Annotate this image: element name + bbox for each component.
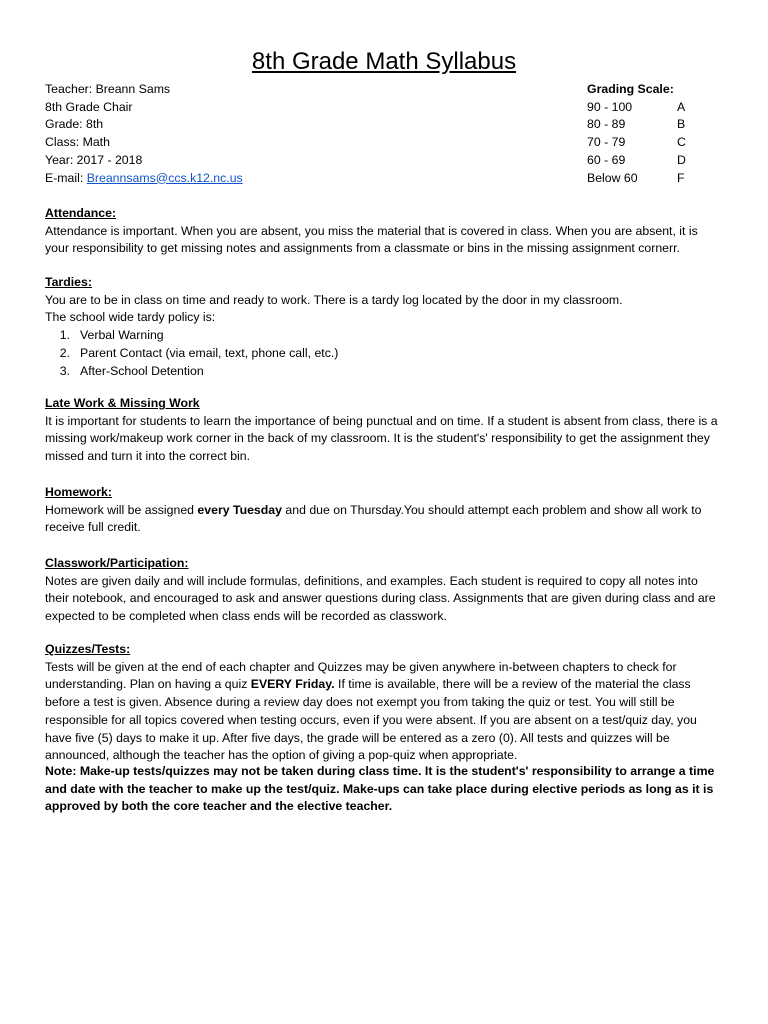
grade-letter: D [677,152,686,167]
grade-row [587,99,727,117]
list-number: 1. [59,328,70,343]
classwork-text: Notes are given daily and will include formulas, definitions, and examples. Each student is required to copy all notes into their notebook, and encouraged to ask and answer questions during class. Assignments that are given during class and are expected to be completed when class ends will be recorded as classwork. [45,573,716,624]
list-number: 3. [59,363,70,378]
email-line [45,170,243,188]
tardies-heading: Tardies: [45,275,92,289]
homework-text [45,502,725,537]
list-text: Parent Contact (via email, text, phone call, etc.) [80,345,339,360]
grade-range: 80 - 89 [587,117,626,132]
quizzes-text-part: Tests will be given at the end of each chapter and Quizzes may be given anywhere in-between chapters to check for understanding. Plan on having a quiz [45,659,677,692]
grade-row [587,152,727,170]
grading-scale [587,81,727,187]
grade-level: Grade: 8th [45,117,104,132]
quizzes-section [45,641,725,765]
grade-letter: C [677,135,686,150]
list-text: After-School Detention [80,363,204,378]
attendance-section [45,205,725,258]
makeup-note: Note: Make-up tests/quizzes may not be taken during class time. It is the student's' responsibility to arrange a time and date with the teacher to make up the test/quiz. Make-ups can take place during elective periods as long as it is approved by both the core teacher and the elective teacher. [45,764,715,814]
tardies-text: You are to be in class on time and ready to work. There is a tardy log located by the door in my classroom. [45,292,623,307]
attendance-text: Attendance is important. When you are absent, you miss the material that is covered in class. When you are absent, it is your responsibility to get missing notes and assignments from a classmate or bins in the missing assignment cornerr. [45,223,698,256]
homework-text-part: and due on Thursday.You should attempt each problem and show all work to receive full credit. [45,502,702,535]
grade-letter: B [677,117,686,132]
late-work-text: It is important for students to learn the importance of being punctual and on time. If a student is absent from class, there is a missing work/makeup work corner in the back of my classroom. It is the student's' responsibility to get the assignment they missed and turn it into the correct bin. [45,413,718,464]
grade-range: 90 - 100 [587,99,633,114]
grade-letter: A [677,99,686,114]
list-item [45,345,725,363]
list-text: Verbal Warning [80,328,164,343]
class-name: Class: Math [45,135,110,150]
tardy-policy-list [45,327,725,380]
grade-range: 60 - 69 [587,152,626,167]
email-label: E-mail: [45,170,87,185]
grade-row [587,170,727,188]
tardies-section [45,274,725,380]
grade-row [587,134,727,152]
late-work-heading: Late Work & Missing Work [45,396,200,410]
grading-scale-title: Grading Scale: [587,82,674,96]
list-number: 2. [59,345,70,360]
quizzes-heading: Quizzes/Tests: [45,642,131,656]
quizzes-text [45,659,725,765]
teacher-name: Teacher: Breann Sams [45,82,171,96]
email-link[interactable]: Breannsams@ccs.k12.nc.us [86,170,243,185]
page-title: 8th Grade Math Syllabus [251,48,517,75]
grade-row [587,116,727,134]
late-work-section [45,395,725,466]
classwork-section [45,555,725,626]
attendance-heading: Attendance: [45,206,117,220]
list-item [45,363,725,381]
homework-heading: Homework: [45,485,112,499]
teacher-role: 8th Grade Chair [45,99,133,114]
homework-section [45,484,725,537]
grade-range: 70 - 79 [587,135,626,150]
classwork-heading: Classwork/Participation: [45,556,189,570]
quizzes-text-part: If time is available, there will be a review of the material the class before a test is given. Absence during a review day does not exempt you from taking the quiz or test. You will still be responsible for all topics covered when testing occurs, even if you were absent. If you are absent on a test/quiz day, you have five (5) days to make it up. After five days, the grade will be entered as a zero (0). All tests and quizzes will be announced, although the teacher has the option of giving a pop-quiz when appropriate. [45,677,697,763]
teacher-info [45,81,243,187]
homework-day: every Tuesday [197,502,282,517]
quiz-day: EVERY Friday. [250,677,335,692]
grade-range: Below 60 [587,170,638,185]
list-item [45,327,725,345]
tardy-policy-intro: The school wide tardy policy is: [45,310,216,325]
grade-letter: F [677,170,685,185]
homework-text-part: Homework will be assigned [45,502,198,517]
school-year: Year: 2017 - 2018 [45,152,143,167]
